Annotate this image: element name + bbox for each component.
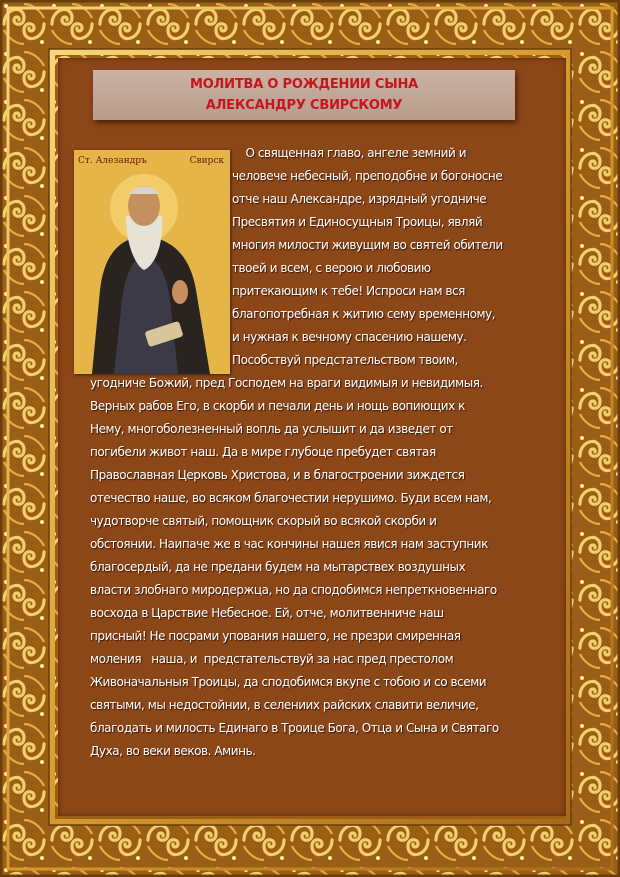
saint-icon-image (74, 150, 230, 374)
prayer-line: угодниче Божий, пред Господем на враги видимыя и невидимыя. (90, 376, 483, 390)
title-banner (93, 70, 515, 120)
prayer-line: человече небесный, преподобне и богоносне (232, 169, 503, 183)
prayer-line: восхода в Царствие Небесное. Ей, отче, молитвенниче наш (90, 606, 444, 620)
prayer-line: погибели живот наш. Да в мире глубоце пребудет святая (90, 445, 436, 459)
prayer-line: чудотворче святый, помощник скорый во всякой скорби и (90, 514, 437, 528)
prayer-line: Живоначальныя Троицы, да сподобимся вкупе с тобою и со всеми (90, 675, 487, 689)
page-title-line-1: МОЛИТВА О РОЖДЕНИИ СЫНА (189, 77, 419, 92)
saint-figure-icon (74, 150, 230, 374)
prayer-line: Верных рабов Его, в скорби и печали день и нощь вопиющих к (90, 399, 465, 413)
prayer-line: святыми, мы недостойнии, в селениих райских славити величие, (90, 698, 479, 712)
prayer-line: отечество наше, во всяком благочестии нерушимо. Буди всем нам, (90, 491, 492, 505)
prayer-line: Пресвятия и Единосущныя Троицы, являй (232, 215, 483, 229)
prayer-line: моления наша, и предстательствуй за нас пред престолом (90, 652, 454, 666)
prayer-line: отче наш Александре, изрядный угодниче (232, 192, 487, 206)
prayer-line: О священная главо, ангеле земний и (232, 146, 467, 160)
prayer-line: Пособствуй предстательством твоим, (232, 353, 458, 367)
prayer-line: твоей и всем, с верою и любовию (232, 261, 431, 275)
page-title-line-2: АЛЕКСАНДРУ СВИРСКОМУ (205, 98, 403, 113)
prayer-line: Духа, во веки веков. Аминь. (90, 744, 256, 758)
icon-inscription (74, 152, 230, 168)
icon-inscription-left: Ст. Алезандръ (78, 156, 147, 166)
prayer-line: притекающим к тебе! Испроси нам вся (232, 284, 465, 298)
prayer-line: и нужная к вечному спасению нашему. (232, 330, 467, 344)
prayer-line: Православная Церковь Христова, и в благостроении зиждется (90, 468, 465, 482)
prayer-line: благосердый, да не предани будем на мытарствех воздушных (90, 560, 466, 574)
prayer-line: присный! Не посрами упования нашего, не презри смиренная (90, 629, 461, 643)
prayer-line: благопотребная к житию сему временному, (232, 307, 496, 321)
prayer-line: власти злобнаго миродержца, но да сподобимся непреткновеннаго (90, 583, 497, 597)
prayer-line: многия милости живущим во святей обители (232, 238, 503, 252)
prayer-line: благодать и милость Единаго в Троице Бога, Отца и Сына и Святаго (90, 721, 499, 735)
icon-inscription-right: Свирск (189, 156, 224, 166)
prayer-text-full-width (90, 372, 499, 763)
prayer-line: Нему, многоболезненный вопль да услышит и да изведет от (90, 422, 453, 436)
prayer-text-beside-icon (232, 142, 503, 372)
prayer-line: обстоянии. Наипаче же в час кончины нашея явися нам заступник (90, 537, 488, 551)
